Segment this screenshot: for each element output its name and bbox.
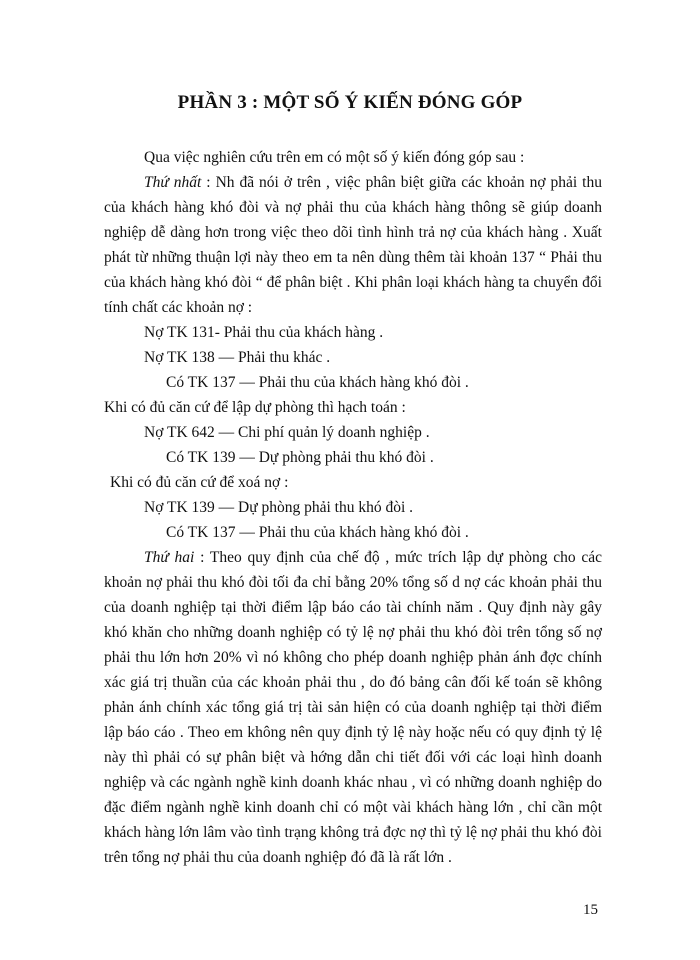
lead-first: Thứ nhất <box>144 174 202 191</box>
entry-credit-137-writeoff: Có TK 137 — Phải thu của khách hàng khó đòi . <box>166 524 469 541</box>
entry-debit-642: Nợ TK 642 — Chi phí quản lý doanh nghiệp . <box>144 424 430 441</box>
entry-credit-139: Có TK 139 — Dự phòng phải thu khó đòi . <box>166 449 434 466</box>
page-title: PHẦN 3 : MỘT SỐ Ý KIẾN ĐÓNG GÓP <box>177 92 523 113</box>
paragraph-second-point <box>104 545 602 870</box>
intro-paragraph: Qua việc nghiên cứu trên em có một số ý kiến đóng góp sau : <box>144 149 525 166</box>
provision-heading: Khi có đủ căn cứ để lập dự phòng thì hạch toán : <box>104 399 406 416</box>
paragraph-first-point <box>104 170 602 320</box>
first-point-text: : Nh đã nói ở trên , việc phân biệt giữa các khoản nợ phải thu của khách hàng khó đòi và nợ phải thu của khách hàng thông sẽ giúp doanh nghiệp dễ dàng hơn trong việc theo dõi tình hình trả nợ của khách hàng . Xuất phát từ những thuận lợi này theo em ta nên dùng thêm tài khoản 137 “ Phải thu của khách hàng khó đòi “ để phân biệt . Khi phân loại khách hàng ta chuyển đổi tính chất các khoản nợ : <box>104 174 602 316</box>
writeoff-heading: Khi có đủ căn cứ để xoá nợ : <box>110 474 289 491</box>
page-number: 15 <box>583 902 598 918</box>
entry-debit-139: Nợ TK 139 — Dự phòng phải thu khó đòi . <box>144 499 414 516</box>
entry-debit-131: Nợ TK 131- Phải thu của khách hàng . <box>144 324 384 341</box>
entry-debit-138: Nợ TK 138 — Phải thu khác . <box>144 349 331 366</box>
lead-second: Thứ hai <box>144 549 195 566</box>
body-text <box>104 145 602 870</box>
entry-credit-137: Có TK 137 — Phải thu của khách hàng khó đòi . <box>166 374 469 391</box>
second-point-text: : Theo quy định của chế độ , mức trích lập dự phòng cho các khoản nợ phải thu khó đòi tối đa chỉ bằng 20% tổng số d nợ các khoản phải thu của doanh nghiệp tại thời điểm lập báo cáo tài chính năm . Quy định này gây khó khăn cho những doanh nghiệp có tỷ lệ nợ phải thu khó đòi trên tổng số nợ phải thu lớn hơn 20% vì nó không cho phép doanh nghiệp phản ánh đợc chính xác giá trị thuần của các khoản phải thu , do đó bảng cân đối kế toán sẽ không phản ánh chính xác tổng giá trị tài sản hiện có của doanh nghiệp tại thời điểm lập báo cáo . Theo em không nên quy định tỷ lệ này hoặc nếu có quy định tỷ lệ này thì phải có sự phân biệt và hớng dẫn chi tiết đối với các loại hình doanh nghiệp và các ngành nghề kinh doanh khác nhau , vì có những doanh nghiệp do đặc điểm ngành nghề kinh doanh chỉ có một vài khách hàng lớn , chỉ cần một khách hàng lớn lâm vào tình trạng không trả đợc nợ thì tỷ lệ nợ phải thu khó đòi trên tổng nợ phải thu của doanh nghiệp đó đã là rất lớn . <box>104 549 603 866</box>
